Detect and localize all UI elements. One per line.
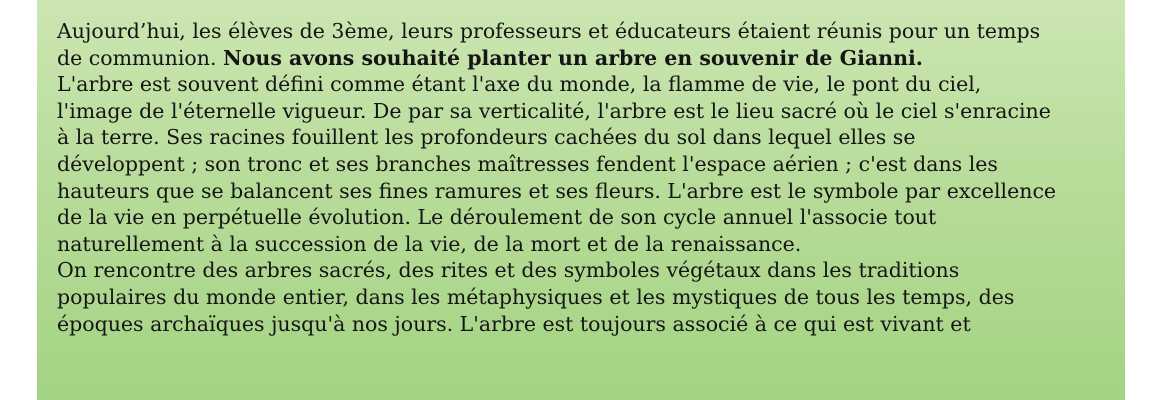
article-body [57,18,1105,337]
bold-statement: Nous avons souhaité planter un arbre en souvenir de Gianni. [223,45,923,70]
text-line: naturellement à la succession de la vie, de la mort et de la renaissance. [57,231,802,256]
text-line-plain: de communion. [57,45,224,70]
text-line: hauteurs que se balancent ses fines ramures et ses fleurs. L'arbre est le symbole par excellence [57,178,1057,203]
text-line [57,45,1105,72]
text-line: époques archaïques jusqu'à nos jours. L'arbre est toujours associé à ce qui est vivant et [57,311,971,336]
text-line: développent ; son tronc et ses branches maîtresses fendent l'espace aérien ; c'est dans les [57,151,998,176]
text-line: populaires du monde entier, dans les métaphysiques et les mystiques de tous les temps, des [57,284,1015,309]
text-line: à la terre. Ses racines fouillent les profondeurs cachées du sol dans lequel elles se [57,125,916,150]
text-line: l'image de l'éternelle vigueur. De par sa verticalité, l'arbre est le lieu sacré où le ciel s'enracine [57,98,1051,123]
text-line: de la vie en perpétuelle évolution. Le déroulement de son cycle annuel l'associe tout [57,205,937,230]
text-panel [37,0,1125,400]
text-line: On rencontre des arbres sacrés, des rites et des symboles végétaux dans les traditions [57,258,960,283]
text-line: Aujourd’hui, les élèves de 3ème, leurs professeurs et éducateurs étaient réunis pour un temps [57,19,1041,43]
text-line: L'arbre est souvent défini comme étant l'axe du monde, la flamme de vie, le pont du ciel, [57,72,982,97]
